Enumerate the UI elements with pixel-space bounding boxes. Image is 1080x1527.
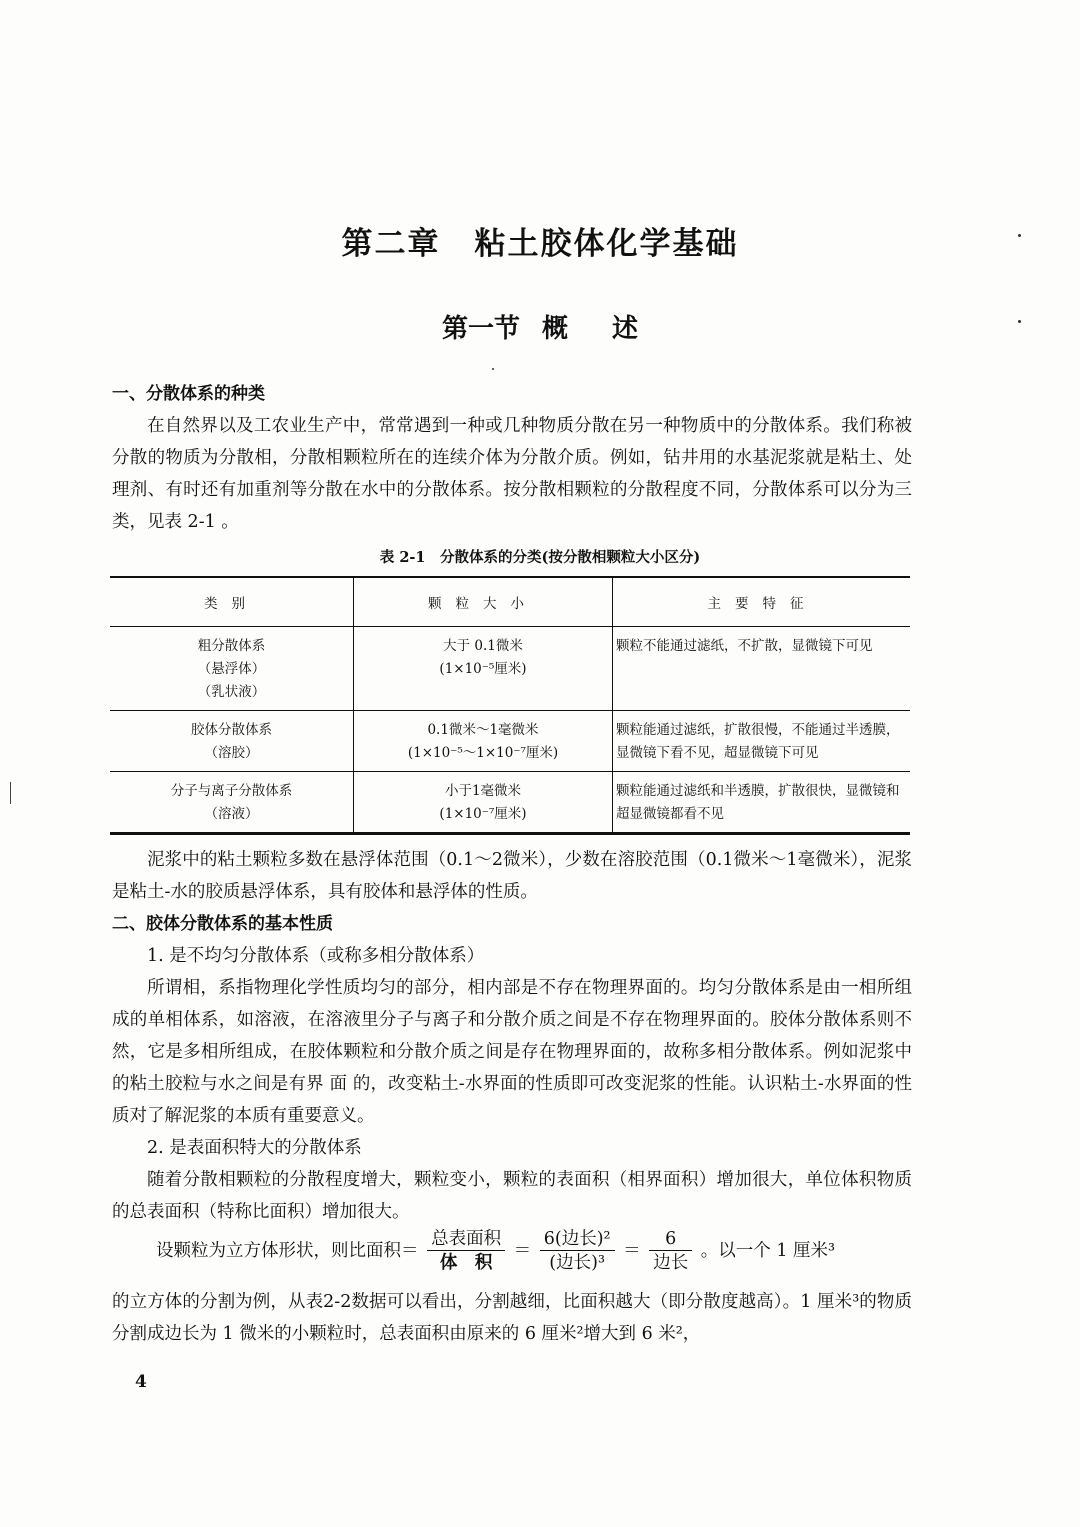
table-row: [110, 772, 910, 834]
category-line: （溶液）: [204, 806, 259, 822]
equals-sign: ＝: [623, 1241, 641, 1261]
chapter-number: 第二章: [341, 226, 441, 262]
fraction-numerator: 6: [649, 1228, 692, 1251]
fraction-denominator: 边长: [653, 1253, 689, 1273]
cell-size: [354, 627, 613, 711]
section-number: 第一节: [441, 314, 520, 344]
part3-block: [112, 1286, 912, 1350]
specific-area-formula: [156, 1228, 936, 1280]
table-row: [110, 711, 910, 772]
fraction-total-area: [427, 1228, 505, 1275]
fraction-side: [540, 1228, 615, 1275]
fraction-numerator: 6(边长)²: [540, 1228, 615, 1251]
formula-tail: 。以一个 1 厘米³: [700, 1241, 836, 1261]
subsection-2-text: 随着分散相颗粒的分散程度增大，颗粒变小，颗粒的表面积（相界面积）增加很大，单位体积物质的总表面积（特称比面积）增加很大。: [112, 1170, 912, 1222]
part1-heading: 一、分散体系的种类: [112, 384, 265, 404]
page-number: 4: [135, 1372, 147, 1392]
fraction-numerator: 总表面积: [427, 1228, 505, 1251]
table-row: [110, 627, 910, 711]
chapter-title: [0, 218, 1080, 263]
header-size: 颗粒大小: [354, 577, 613, 627]
category-line: 粗分散体系: [197, 638, 266, 654]
scan-margin-mark: [10, 782, 11, 804]
table-header-row: [110, 577, 910, 627]
category-line: （乳状液）: [197, 684, 266, 700]
cell-category: [110, 772, 354, 834]
formula-lead: 设颗粒为立方体形状，则比面积＝: [156, 1241, 419, 1261]
cell-category: [110, 711, 354, 772]
chapter-name: 粘土胶体化学基础: [474, 226, 739, 262]
classification-table: [110, 576, 910, 835]
category-line: 胶体分散体系: [191, 722, 272, 738]
section-name-a: 概: [541, 314, 568, 344]
header-feature: 主要特征: [613, 577, 911, 627]
part2-block: [112, 844, 912, 1228]
fraction-result: [649, 1228, 692, 1275]
section-title: [0, 308, 1080, 345]
size-line: 0.1微米～1毫微米: [427, 722, 539, 738]
cell-feature: 颗粒不能通过滤纸，不扩散，显微镜下可见: [613, 627, 911, 711]
category-line: （溶胶）: [204, 745, 259, 761]
subsection-1-title: 1. 是不均匀分散体系（或称多相分散体系）: [147, 946, 485, 966]
size-line: (1×10⁻⁵厘米): [439, 661, 527, 677]
cell-feature: 颗粒能通过滤纸，扩散很慢，不能通过半透膜，显微镜下看不见，超显微镜下可见: [613, 711, 911, 772]
subsection-1-text: 所谓相，系指物理化学性质均匀的部分，相内部是不存在物理界面的。均匀分散体系是由一相所组成的单相体系，如溶液，在溶液里分子与离子和分散介质之间是不存在物理界面的。胶体分散体系则不然，它是多相所组成，在胶体颗粒和分散介质之间是存在物理界面的，故称多相分散体系。例如泥浆中的粘土胶粒与水之间是有界 面 的，改变粘土-水界面的性质即可改变泥浆的性能。认识粘土-水界面的性质对了解泥浆的本质有重要意义。: [112, 978, 912, 1126]
size-line: (1×10⁻⁷厘米): [439, 806, 527, 822]
part2-heading: 二、胶体分散体系的基本性质: [112, 914, 333, 934]
fraction-denominator: 体 积: [439, 1253, 493, 1273]
fraction-denominator: (边长)³: [549, 1253, 605, 1273]
part1-block: [112, 378, 912, 538]
cell-category: [110, 627, 354, 711]
category-line: （悬浮体）: [197, 661, 266, 677]
size-line: 小于1毫微米: [444, 783, 522, 799]
part3-text: 的立方体的分割为例，从表2-2数据可以看出，分割越细，比面积越大（即分散度越高）。1 厘米³的物质分割成边长为 1 微米的小颗粒时，总表面积由原来的 6 厘米²增大到 6 米²，: [112, 1292, 912, 1344]
scan-speck: [1018, 320, 1021, 323]
scan-speck: [1018, 234, 1021, 237]
header-category: 类别: [110, 577, 354, 627]
subsection-2-title: 2. 是表面积特大的分散体系: [147, 1138, 362, 1158]
part1-paragraph: 在自然界以及工农业生产中，常常遇到一种或几种物质分散在另一种物质中的分散体系。我们称被分散的物质为分散相，分散相颗粒所在的连续介体为分散介质。例如，钻井用的水基泥浆就是粘土、处理剂、有时还有加重剂等分散在水中的分散体系。按分散相颗粒的分散程度不同，分散体系可以分为三类，见表 2-1 。: [112, 416, 912, 532]
size-line: (1×10⁻⁵～1×10⁻⁷厘米): [407, 745, 559, 761]
cell-size: [354, 772, 613, 834]
cell-feature: 颗粒能通过滤纸和半透膜，扩散很快，显微镜和超显微镜都看不见: [613, 772, 911, 834]
equals-sign: ＝: [513, 1241, 532, 1261]
category-line: 分子与离子分散体系: [170, 783, 293, 799]
size-line: 大于 0.1微米: [443, 638, 523, 654]
scan-speck: [492, 368, 494, 370]
cell-size: [354, 711, 613, 772]
table-caption: 表 2-1 分散体系的分类(按分散相颗粒大小区分): [379, 549, 701, 566]
part2-intro: 泥浆中的粘土颗粒多数在悬浮体范围（0.1～2微米），少数在溶胶范围（0.1微米～1毫微米），泥浆是粘土-水的胶质悬浮体系，具有胶体和悬浮体的性质。: [112, 850, 912, 902]
section-name-b: 述: [612, 314, 639, 344]
